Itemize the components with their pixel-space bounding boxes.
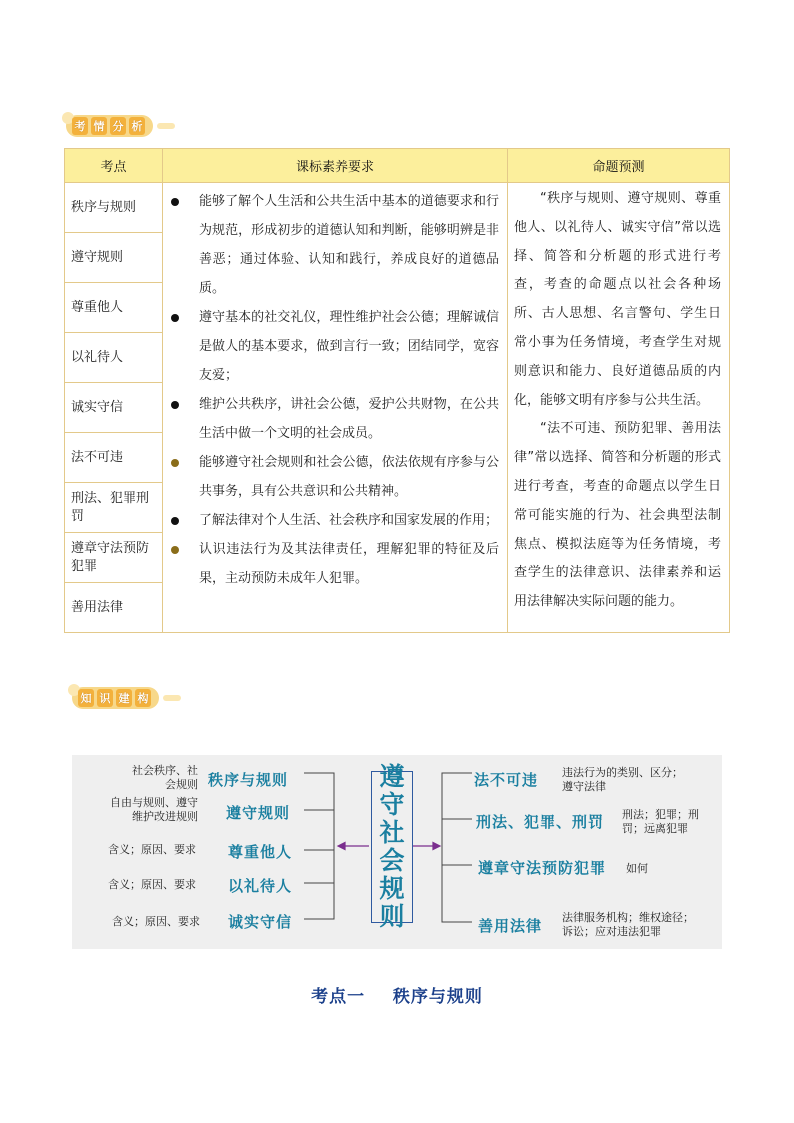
note-line: 法律服务机构；维权途径； — [562, 911, 694, 924]
mindmap-note — [112, 915, 200, 929]
prediction-paragraph: “秩序与规则、遵守规则、尊重他人、以礼待人、诚实守信”常以选择、简答和分析题的形式进行考查，考查的命题点以社会各种场所、古人思想、名言警句、学生日常小事为任务情境，考查学生对规则意识和能力、良好道德品质的内化，能够文明有序参与公共生活。 — [514, 191, 721, 408]
list-item — [163, 390, 499, 448]
note-line: 含义；原因、要求 — [112, 915, 200, 928]
requirement-text: 了解法律对个人生活、社会秩序和国家发展的作用； — [199, 513, 499, 528]
kaodian-cell: 法不可违 — [65, 433, 163, 483]
mindmap-node: 以礼待人 — [228, 877, 293, 895]
list-item — [163, 303, 499, 390]
requirement-text: 能够遵守社会规则和社会公德，依法依规有序参与公共事务，具有公共意识和公共精神。 — [199, 455, 499, 499]
kaodian-cell: 秩序与规则 — [65, 183, 163, 233]
badge-char: 考 — [72, 117, 88, 135]
badge-tail — [163, 695, 181, 701]
kaodian-cell: 以礼待人 — [65, 333, 163, 383]
requirement-text: 能够了解个人生活和公共生活中基本的道德要求和行为规范，形成初步的道德认知和判断，能够明辨是非善恶；通过体验、认知和践行，养成良好的道德品质。 — [199, 194, 499, 296]
mindmap-note — [110, 796, 198, 824]
bullet-icon — [171, 546, 179, 554]
knowledge-mindmap — [72, 755, 722, 949]
center-char: 则 — [379, 902, 405, 931]
note-line: 遵守法律 — [562, 780, 606, 793]
mindmap-note — [562, 766, 683, 794]
requirement-text: 遵守基本的社交礼仪，理性维护社会公德；理解诚信是做人的基本要求，做到言行一致；团结同学，宽容友爱； — [199, 310, 499, 383]
mindmap-note — [626, 862, 648, 876]
badge-char: 识 — [97, 689, 113, 707]
requirements-cell — [163, 183, 508, 633]
section-heading: 考点一 秩序与规则 — [311, 987, 483, 1007]
bullet-icon — [171, 198, 179, 206]
badge-tail — [157, 123, 175, 129]
center-char: 遵 — [379, 762, 405, 791]
prediction-paragraph: “法不可违、预防犯罪、善用法律”常以选择、简答和分析题的形式进行考查，考查的命题点以学生日常可能实施的行为、社会典型法制焦点、模拟法庭等为任务情境，考查学生的法律意识、法律素养和运用法律解决实际问题的能力。 — [514, 421, 721, 610]
kaodian-cell: 刑法、犯罪刑罚 — [65, 483, 163, 533]
badge-char: 析 — [129, 117, 145, 135]
table-row — [65, 183, 730, 233]
badge-char: 分 — [110, 117, 126, 135]
kaodian-cell: 尊重他人 — [65, 283, 163, 333]
section-badge-analysis — [66, 112, 175, 140]
mindmap-node: 善用法律 — [478, 917, 543, 935]
note-line: 含义；原因、要求 — [108, 878, 196, 891]
table-header-row — [65, 149, 730, 183]
mindmap-note — [132, 764, 198, 792]
note-line: 自由与规则、遵守 — [110, 796, 198, 809]
badge-char: 情 — [91, 117, 107, 135]
badge-char: 构 — [135, 689, 151, 707]
badge-char: 知 — [78, 689, 94, 707]
requirements-list — [163, 183, 507, 593]
note-line: 罚；远离犯罪 — [622, 822, 688, 835]
note-line: 违法行为的类别、区分； — [562, 766, 683, 779]
center-char: 规 — [379, 874, 405, 903]
header-kaodian: 考点 — [65, 149, 163, 183]
kaodian-cell: 遵守规则 — [65, 233, 163, 283]
mindmap-node: 法不可违 — [474, 771, 539, 789]
mindmap-node: 遵章守法预防犯罪 — [478, 859, 607, 877]
bullet-icon — [171, 401, 179, 409]
mindmap-node: 刑法、犯罪、刑罚 — [476, 813, 605, 831]
note-line: 诉讼；应对违法犯罪 — [562, 925, 661, 938]
list-item — [163, 506, 499, 535]
mindmap-note — [108, 878, 196, 892]
list-item — [163, 448, 499, 506]
kaodian-cell: 诚实守信 — [65, 383, 163, 433]
requirement-text: 维护公共秩序，讲社会公德，爱护公共财物，在公共生活中做一个文明的社会成员。 — [199, 397, 499, 441]
center-char: 会 — [379, 846, 405, 875]
note-line: 会规则 — [165, 778, 198, 791]
mindmap-node: 秩序与规则 — [208, 771, 289, 789]
badge-char: 建 — [116, 689, 132, 707]
note-line: 含义；原因、要求 — [108, 843, 196, 856]
note-line: 社会秩序、社 — [132, 764, 198, 777]
kaodian-cell: 遵章守法预防犯罪 — [65, 533, 163, 583]
prediction-cell — [508, 183, 730, 633]
header-prediction: 命题预测 — [508, 149, 730, 183]
badge-pill — [66, 115, 153, 137]
kaodian-cell: 善用法律 — [65, 583, 163, 633]
bullet-icon — [171, 459, 179, 467]
mindmap-center-title — [371, 762, 413, 931]
badge-pill — [72, 687, 159, 709]
mindmap-note — [622, 808, 699, 836]
requirement-text: 认识违法行为及其法律责任，理解犯罪的特征及后果，主动预防未成年人犯罪。 — [199, 542, 499, 586]
mindmap-note — [562, 911, 694, 939]
bullet-icon — [171, 517, 179, 525]
center-char: 守 — [379, 790, 405, 819]
mindmap-node: 遵守规则 — [226, 804, 291, 822]
note-line: 如何 — [626, 862, 648, 875]
note-line: 刑法；犯罪；刑 — [622, 808, 699, 821]
center-char: 社 — [379, 818, 405, 847]
list-item — [163, 535, 499, 593]
section-badge-knowledge — [72, 684, 181, 712]
exam-analysis-table — [64, 148, 730, 633]
list-item — [163, 187, 499, 303]
mindmap-node: 尊重他人 — [228, 843, 293, 861]
note-line: 维护改进规则 — [132, 810, 198, 823]
mindmap-node: 诚实守信 — [228, 913, 293, 931]
header-requirements: 课标素养要求 — [163, 149, 508, 183]
bullet-icon — [171, 314, 179, 322]
mindmap-note — [108, 843, 196, 857]
